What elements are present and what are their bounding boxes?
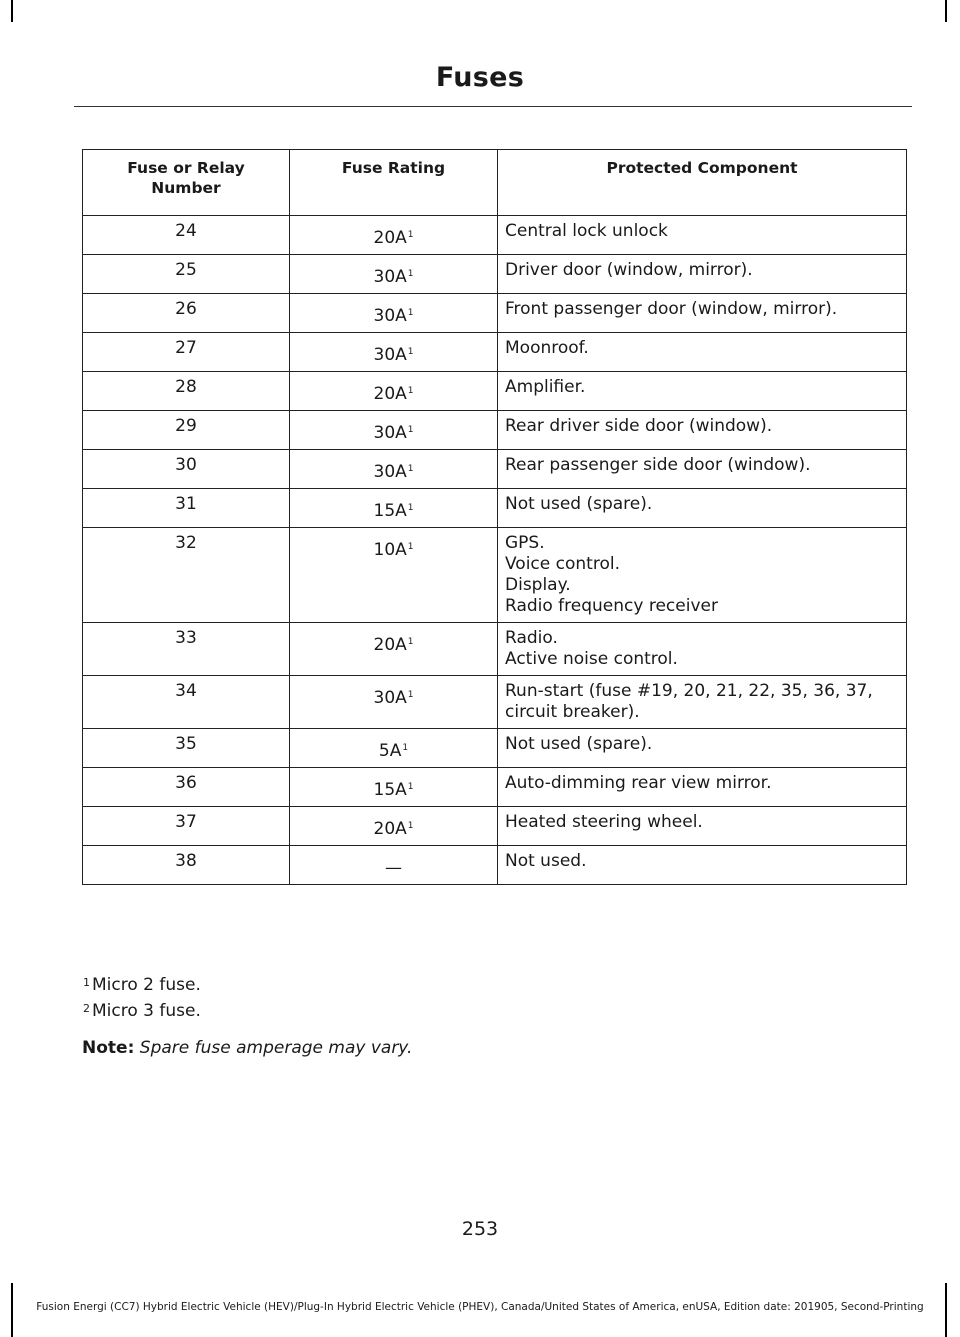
table-row [83,333,907,372]
page-title: Fuses [435,62,525,93]
component-line: Display. [505,575,571,595]
footnote-1 [82,972,201,998]
title-rule [74,106,912,107]
protected-component-cell [498,807,907,846]
footnote-reference: 1 [407,464,414,474]
note-label: Note: [82,1038,135,1058]
fuse-rating-cell [290,489,498,528]
footnotes [82,972,201,1024]
fuse-rating-value: 30A [373,688,407,708]
fuse-rating-cell [290,807,498,846]
table-row [83,528,907,623]
footnote-text: Micro 2 fuse. [92,975,201,995]
column-header-fuse-rating: Fuse Rating [290,150,498,216]
component-line: Not used (spare). [505,494,653,514]
fuse-number-cell: 27 [83,333,290,372]
component-line: Amplifier. [505,377,586,397]
footnote-reference: 1 [407,269,414,279]
fuse-number-cell: 36 [83,768,290,807]
component-line: Run-start (fuse #19, 20, 21, 22, 35, 36, 37, [505,681,873,701]
footnote-reference: 1 [407,386,414,396]
protected-component-cell [498,333,907,372]
table-row [83,729,907,768]
fuse-rating-value: 10A [373,540,407,560]
table-header-row [83,150,907,216]
fuse-number-cell: 26 [83,294,290,333]
component-line: Heated steering wheel. [505,812,703,832]
fuse-number-cell: 30 [83,450,290,489]
fuse-rating-cell [290,528,498,623]
fuse-number-cell: 28 [83,372,290,411]
fuse-number-cell: 32 [83,528,290,623]
fuse-rating-value: 20A [373,635,407,655]
table-row [83,411,907,450]
fuse-rating-value: 15A [373,780,407,800]
fuse-rating-value: 20A [373,384,407,404]
fuse-rating-cell [290,676,498,729]
protected-component-cell [498,489,907,528]
table-row [83,676,907,729]
fuse-rating-cell [290,333,498,372]
fuse-rating-cell [290,255,498,294]
component-line: circuit breaker). [505,702,640,722]
footnote-text: Micro 3 fuse. [92,1001,201,1021]
component-line: Rear passenger side door (window). [505,455,811,475]
protected-component-cell [498,411,907,450]
component-line: Central lock unlock [505,221,668,241]
fuse-number-cell: 34 [83,676,290,729]
fuse-rating-value: 30A [373,306,407,326]
footnote-reference: 1 [407,637,414,647]
fuse-number-cell: 37 [83,807,290,846]
protected-component-cell [498,294,907,333]
fuse-rating-value: 30A [373,423,407,443]
crop-mark-top-left [11,0,13,22]
protected-component-cell [498,255,907,294]
fuse-rating-cell [290,729,498,768]
column-header-protected-component: Protected Component [498,150,907,216]
protected-component-cell [498,372,907,411]
footnote-reference: 1 [407,230,414,240]
footnote-reference: 1 [407,503,414,513]
fuse-number-cell: 33 [83,623,290,676]
fuse-rating-value: 30A [373,462,407,482]
footnote-reference: 1 [402,743,409,753]
fuse-number-cell: 38 [83,846,290,885]
component-line: Rear driver side door (window). [505,416,773,436]
component-line: Radio. [505,628,558,648]
component-line: Front passenger door (window, mirror). [505,299,838,319]
component-line: Not used (spare). [505,734,653,754]
fuse-rating-cell [290,623,498,676]
table-row [83,372,907,411]
footnote-reference: 1 [407,821,414,831]
protected-component-cell [498,623,907,676]
fuse-number-cell: 24 [83,216,290,255]
table-row [83,623,907,676]
component-line: Not used. [505,851,587,871]
fuse-rating-cell [290,216,498,255]
fuse-table-body [83,216,907,885]
protected-component-cell [498,216,907,255]
fuse-rating-value: 30A [373,345,407,365]
footnote-reference: 1 [407,542,414,552]
component-line: Driver door (window, mirror). [505,260,753,280]
fuse-rating-value: 20A [373,819,407,839]
footnote-reference: 1 [407,425,414,435]
table-row [83,216,907,255]
page-footer: Fusion Energi (CC7) Hybrid Electric Vehicle (HEV)/Plug-In Hybrid Electric Vehicle (PHEV), Canada/United States of America, enUSA, Edition date: 201905, Second-Printing [36,1301,924,1313]
table-row [83,294,907,333]
footnote-mark: 2 [83,1002,90,1015]
protected-component-cell [498,846,907,885]
fuse-rating-cell [290,846,498,885]
footnote-reference: 1 [407,347,414,357]
fuse-rating-cell [290,411,498,450]
component-line: Moonroof. [505,338,589,358]
fuse-rating-value: — [385,858,402,878]
component-line: Auto-dimming rear view mirror. [505,773,772,793]
table-row [83,807,907,846]
table-row [83,768,907,807]
fuse-rating-cell [290,450,498,489]
page-number: 253 [461,1218,499,1240]
protected-component-cell [498,729,907,768]
footnote-reference: 1 [407,782,414,792]
protected-component-cell [498,676,907,729]
fuse-table [82,149,907,885]
fuse-rating-value: 20A [373,228,407,248]
footnote-mark: 1 [83,976,90,989]
table-row [83,450,907,489]
fuse-rating-cell [290,768,498,807]
footnote-reference: 1 [407,690,414,700]
fuse-number-cell: 29 [83,411,290,450]
fuse-rating-value: 5A [378,741,402,761]
component-line: GPS. [505,533,545,553]
component-line: Voice control. [505,554,620,574]
protected-component-cell [498,768,907,807]
fuse-rating-value: 30A [373,267,407,287]
fuse-rating-cell [290,294,498,333]
protected-component-cell [498,450,907,489]
note-text: Spare fuse amperage may vary. [139,1038,413,1058]
table-row [83,255,907,294]
fuse-rating-value: 15A [373,501,407,521]
fuse-rating-cell [290,372,498,411]
table-row [83,846,907,885]
column-header-fuse-number: Fuse or Relay Number [83,150,290,216]
fuse-number-cell: 31 [83,489,290,528]
protected-component-cell [498,528,907,623]
note [82,1038,412,1058]
table-row [83,489,907,528]
footnote-reference: 1 [407,308,414,318]
component-line: Active noise control. [505,649,678,669]
crop-mark-top-right [945,0,947,22]
fuse-number-cell: 35 [83,729,290,768]
footnote-2 [82,998,201,1024]
component-line: Radio frequency receiver [505,596,718,616]
fuse-number-cell: 25 [83,255,290,294]
